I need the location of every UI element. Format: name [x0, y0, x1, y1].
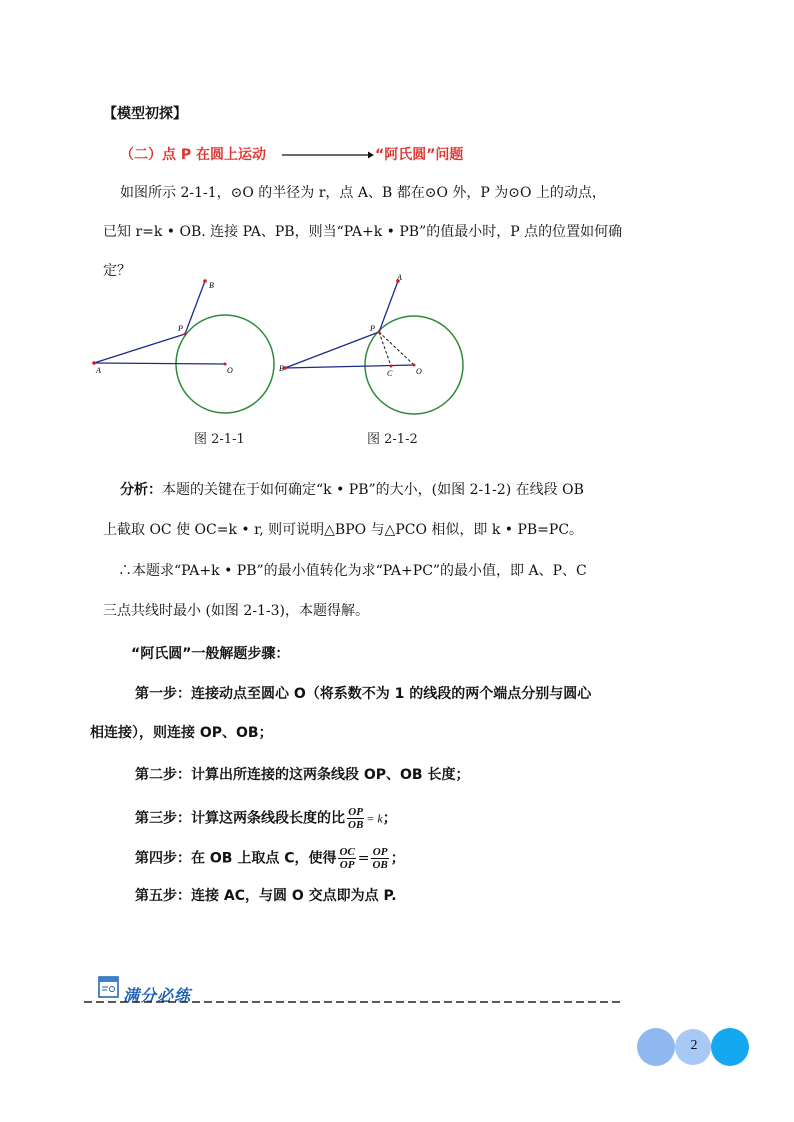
intro-line-2: 已知 r=k • OB. 连接 PA、PB，则当“PA+k • PB”的值最小时，P 点的位置如何确: [103, 224, 623, 240]
fraction-op-ob: [347, 806, 364, 831]
label-b-fig2: B: [279, 364, 284, 373]
label-a-fig1: A: [96, 366, 101, 375]
page-number: 2: [690, 1038, 698, 1053]
book-icon: [98, 975, 120, 999]
step-4-prefix: 第四步：在 OB 上取点 C，使得: [135, 850, 337, 867]
figure-2-1-2: [278, 272, 478, 422]
fraction-op-ob-2: [371, 846, 388, 871]
step-3-end: ；: [382, 810, 397, 827]
label-o-fig1: O: [227, 366, 233, 375]
footer-title: 满分必练: [123, 986, 192, 1005]
intro-line-3: 定？: [103, 263, 131, 279]
circle-bright: [711, 1028, 749, 1066]
line-ap-fig1: [94, 334, 185, 363]
point-b-fig1: [203, 279, 207, 283]
step-3-equals-k: = k: [366, 811, 383, 826]
analysis-line-4: 三点共线时最小 (如图 2-1-3)，本题得解。: [103, 603, 370, 619]
analysis-line-3: ∴本题求“PA+k • PB”的最小值转化为求“PA+PC”的最小值，即 A、P、C: [118, 563, 587, 579]
step-4-equals: =: [357, 850, 370, 867]
subtitle-right: “阿氏圆”问题: [375, 147, 464, 163]
label-p-fig1: P: [178, 324, 183, 333]
fraction-denominator: OB: [372, 859, 388, 871]
fraction-oc-op: [338, 846, 355, 871]
step-3: [135, 806, 397, 831]
label-o-fig2: O: [416, 367, 422, 376]
point-p-fig2: [378, 331, 381, 334]
section-title: 【模型初探】: [103, 106, 187, 122]
arrow-icon: [282, 150, 374, 160]
analysis-line-2: 上截取 OC 使 OC=k • r, 则可说明△BPO 与△PCO 相似，即 k • PB=PC。: [103, 522, 584, 538]
fraction-numerator: OP: [348, 806, 363, 818]
analysis-line-1: [120, 480, 584, 500]
fraction-numerator: OP: [372, 846, 388, 858]
footer-dashed-rule: [84, 1000, 620, 1004]
point-p-fig1: [184, 333, 187, 336]
fraction-numerator: OC: [339, 846, 355, 858]
circle-light: [637, 1028, 675, 1066]
step-1-line-b: 相连接），则连接 OP、OB；: [90, 725, 273, 741]
point-c-fig2: [390, 365, 393, 368]
step-1-line-a: 第一步：连接动点至圆心 O（将系数不为 1 的线段的两个端点分别与圆心: [135, 686, 592, 702]
intro-line-1: 如图所示 2-1-1，⊙O 的半径为 r，点 A、B 都在⊙O 外，P 为⊙O 上的动点，: [120, 185, 606, 201]
caption-fig2: 图 2-1-2: [367, 432, 418, 447]
line-pa-fig2: [379, 281, 398, 332]
line-bo-fig2: [285, 365, 414, 368]
label-c-fig2: C: [387, 369, 393, 378]
step-2: 第二步：计算出所连接的这两条线段 OP、OB 长度；: [135, 767, 470, 783]
label-a-fig2: A: [397, 273, 402, 282]
figure-2-1-1: [88, 272, 288, 422]
steps-heading: “阿氏圆”一般解题步骤：: [131, 646, 290, 662]
caption-fig1: 图 2-1-1: [194, 432, 245, 447]
step-5: 第五步：连接 AC，与圆 O 交点即为点 P.: [135, 888, 397, 904]
line-ao-fig1: [94, 363, 225, 364]
step-3-prefix: 第三步：计算这两条线段长度的比: [135, 810, 345, 827]
label-p-fig2: P: [370, 324, 375, 333]
analysis-line-1-text: 本题的关键在于如何确定“k • PB”的大小，(如图 2-1-2) 在线段 OB: [162, 482, 584, 498]
line-po-fig2: [379, 332, 414, 365]
step-4-end: ；: [390, 850, 405, 867]
subtitle-left: （二）点 P 在圆上运动: [120, 147, 267, 163]
fraction-denominator: OB: [348, 819, 364, 831]
point-a-fig1: [92, 361, 96, 365]
analysis-label: 分析：: [120, 482, 162, 498]
fraction-denominator: OP: [339, 859, 355, 871]
step-4: [135, 846, 405, 871]
label-b-fig1: B: [209, 281, 214, 290]
